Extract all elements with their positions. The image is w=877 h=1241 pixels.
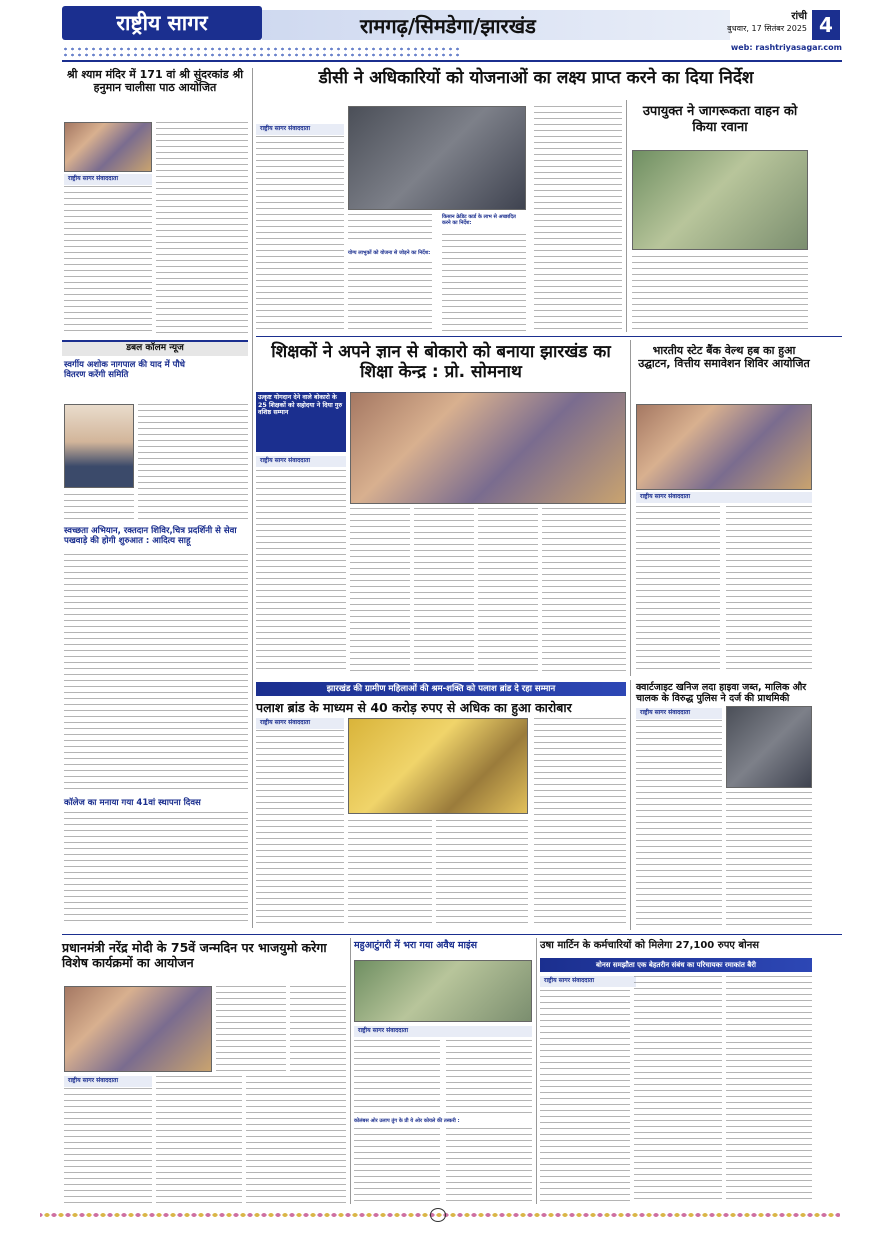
story-body <box>436 820 528 928</box>
story-body <box>156 122 248 334</box>
story-body <box>290 986 346 1072</box>
story-body <box>446 1040 532 1114</box>
story-body <box>64 186 152 334</box>
story-body <box>64 1088 152 1204</box>
column-divider <box>536 938 537 1204</box>
story-body <box>64 554 248 794</box>
story-headline: स्वर्गीय अशोक नागपाल की याद में पौधे वितरण करेंगी समिति <box>64 360 185 381</box>
story-headline: डीसी ने अधिकारियों को योजनाओं का लक्ष्य प्राप्त करने का दिया निर्देश <box>318 68 754 88</box>
story-body <box>256 470 346 674</box>
story-headline: कॉलेज का मनाया गया 41वां स्थापना दिवस <box>64 798 201 808</box>
story-body <box>634 976 722 1204</box>
sidebar-text: उत्कृष्ट योगदान देने वाले बोकारो के 25 शिक्षकों को सहोदया ने दिया गुरु वशिष्ठ सम्मान <box>258 394 343 417</box>
story-headline: उपायुक्त ने जागरूकता वाहन को किया रवाना <box>642 104 798 135</box>
story-subhead: किसान क्रेडिट कार्ड के लाभ से अच्छादित करने का निर्देश: <box>442 214 516 226</box>
story-byline: राष्ट्रीय सागर संवाददाता <box>256 124 344 135</box>
section-title: रामगढ़/सिमडेगा/झारखंड <box>360 14 536 38</box>
story-headline: प्रधानमंत्री नरेंद्र मोदी के 75वें जन्मदिन पर भाजयुमो करेगा विशेष कार्यक्रमों का आयोजन <box>62 940 327 970</box>
story-body <box>636 720 722 928</box>
story-headline: स्वच्छता अभियान, रक्तदान शिविर,चित्र प्रदर्शिनी से सेवा पखवाड़े की होगी शुरुआत : आदित्य साहू <box>64 526 237 547</box>
story-body <box>348 214 432 244</box>
story-body <box>534 718 626 928</box>
section-rule <box>256 336 842 337</box>
story-kicker: झारखंड की ग्रामीण महिलाओं की श्रम-शक्ति को पलाश ब्रांड दे रहा सम्मान <box>256 682 626 696</box>
story-body <box>348 820 432 928</box>
story-body <box>64 494 134 522</box>
story-body <box>726 506 812 674</box>
website-url: web: rashtriyasagar.com <box>730 43 842 52</box>
story-body <box>442 234 526 332</box>
press-meet-photo <box>64 986 212 1072</box>
decorative-dots <box>62 46 462 58</box>
vehicle-photo <box>632 150 808 250</box>
column-divider <box>350 938 351 1204</box>
page-number: 4 <box>812 10 840 40</box>
story-headline: पलाश ब्रांड के माध्यम से 40 करोड़ रुपए से अधिक का हुआ कारोबार <box>256 700 572 715</box>
story-body <box>354 1040 440 1114</box>
story-body <box>414 508 474 674</box>
date-block <box>727 11 807 34</box>
column-divider <box>626 100 627 332</box>
story-body <box>446 1128 532 1204</box>
story-headline: भारतीय स्टेट बैंक वेल्थ हब का हुआ उद्घाटन, वित्तीय समावेशन शिविर आयोजित <box>638 344 810 371</box>
section-rule <box>62 934 842 935</box>
story-headline: महुआटुंगरी में भरा गया अवैध माइंस <box>354 940 478 951</box>
story-body <box>216 986 286 1072</box>
story-headline: शिक्षकों ने अपने ज्ञान से बोकारो को बनाया झारखंड का शिक्षा केन्द्र : प्रो. सोमनाथ <box>271 342 611 383</box>
story-body <box>138 404 248 522</box>
story-subhead: योग्य लाभुकों को योजना से जोड़ने का निर्देश: <box>348 250 431 256</box>
edition-date: बुधवार, 17 सितंबर 2025 <box>727 23 807 33</box>
story-body <box>540 990 630 1204</box>
edition-city: रांची <box>791 11 807 22</box>
masthead-rule <box>62 60 842 62</box>
double-column-label: डबल कॉलम न्यूज <box>62 340 248 356</box>
story-body <box>636 506 720 674</box>
register-mark-icon <box>430 1208 446 1222</box>
story-photo <box>64 122 152 172</box>
story-body <box>256 730 344 928</box>
story-byline: राष्ट्रीय सागर संवाददाता <box>64 1076 152 1087</box>
masthead <box>0 0 877 64</box>
story-banner: बोनस समझौता एक बेहतरीन संबंध का परिचायकः रमाकांत बैरी <box>540 958 812 972</box>
story-body <box>348 262 432 332</box>
truck-photo <box>726 706 812 788</box>
story-body <box>478 508 538 674</box>
story-body <box>726 976 812 1204</box>
story-body <box>350 508 410 674</box>
story-headline: श्री श्याम मंदिर में 171 वां श्री सुंदरकांड श्री हनुमान चालीसा पाठ आयोजित <box>66 68 244 95</box>
story-byline: राष्ट्रीय सागर संवाददाता <box>256 718 344 729</box>
column-divider <box>252 68 253 928</box>
portrait-photo <box>64 404 134 488</box>
story-body <box>354 1128 440 1204</box>
story-byline: राष्ट्रीय सागर संवाददाता <box>64 174 152 185</box>
story-body <box>726 792 812 928</box>
story-body <box>256 136 344 332</box>
column-divider <box>630 340 631 676</box>
story-headline: क्वार्टजाइट खनिज लदा हाइवा जब्त, मालिक और चालक के विरुद्ध पुलिस ने दर्ज की प्राथमिकी <box>636 682 807 705</box>
story-headline: उषा मार्टिन के कर्मचारियों को मिलेगा 27,100 रुपए बोनस <box>540 940 760 951</box>
story-byline: राष्ट्रीय सागर संवाददाता <box>636 492 812 503</box>
story-subhead: कोलंबस ओर उलाप तुंग के प्री ये ओर कोयले की तस्करी : <box>354 1118 460 1124</box>
story-byline: राष्ट्रीय सागर संवाददाता <box>540 976 636 987</box>
mine-site-photo <box>354 960 532 1022</box>
newspaper-logo: राष्ट्रीय सागर <box>62 6 262 40</box>
story-byline: राष्ट्रीय सागर संवाददाता <box>354 1026 532 1037</box>
story-body <box>156 1076 242 1204</box>
story-body <box>534 106 622 332</box>
group-photo <box>350 392 626 504</box>
story-byline: राष्ट्रीय सागर संवाददाता <box>256 456 346 467</box>
story-body <box>64 812 248 922</box>
meeting-photo <box>348 106 526 210</box>
story-body <box>246 1076 346 1204</box>
story-body <box>542 508 626 674</box>
inauguration-photo <box>636 404 812 490</box>
story-byline: राष्ट्रीय सागर संवाददाता <box>636 708 722 719</box>
story-body <box>632 256 808 332</box>
women-group-photo <box>348 718 528 814</box>
column-divider <box>630 680 631 930</box>
